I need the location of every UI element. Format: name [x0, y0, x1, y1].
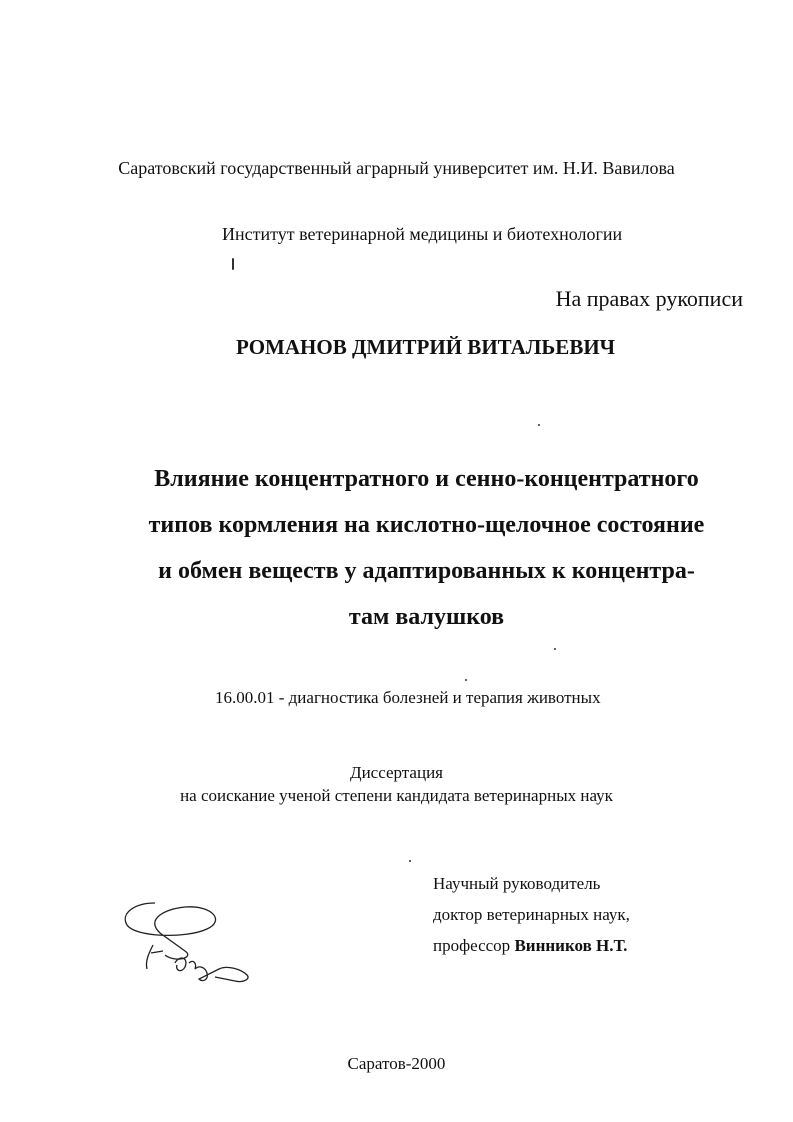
title-line: типов кормления на кислотно-щелочное состояние — [148, 512, 705, 538]
dissertation-aim: на соискание ученой степени кандидата ветеринарных наук — [180, 786, 613, 805]
supervisor-name: Винников Н.Т. — [514, 936, 628, 955]
supervisor-role: Научный руководитель — [433, 874, 601, 893]
scan-speck — [538, 424, 540, 426]
university-name: Саратовский государственный аграрный университет им. Н.И. Вавилова — [118, 158, 675, 178]
specialty-code: 16.00.01 - диагностика болезней и терапия животных — [215, 688, 601, 707]
scan-speck — [409, 860, 411, 862]
supervisor-block — [433, 868, 630, 961]
title-line: и обмен веществ у адаптированных к концентра- — [158, 558, 695, 584]
author-name: РОМАНОВ ДМИТРИЙ ВИТАЛЬЕВИЧ — [236, 335, 616, 359]
supervisor-title-line — [433, 930, 630, 961]
city-year: Саратов-2000 — [347, 1054, 446, 1073]
signature-icon — [115, 893, 265, 993]
manuscript-rights-note: На правах рукописи — [555, 286, 743, 311]
scan-mark — [232, 258, 234, 270]
title-line: там валушков — [348, 604, 505, 630]
dissertation-title — [60, 456, 793, 640]
supervisor-title: профессор — [433, 936, 511, 955]
dissertation-type: Диссертация — [349, 763, 443, 782]
scan-speck — [554, 648, 556, 650]
supervisor-degree: доктор ветеринарных наук, — [433, 905, 630, 924]
scan-speck — [465, 679, 467, 681]
institute-name: Институт ветеринарной медицины и биотехнологии — [222, 224, 623, 244]
title-line: Влияние концентратного и сенно-концентратного — [154, 466, 699, 492]
